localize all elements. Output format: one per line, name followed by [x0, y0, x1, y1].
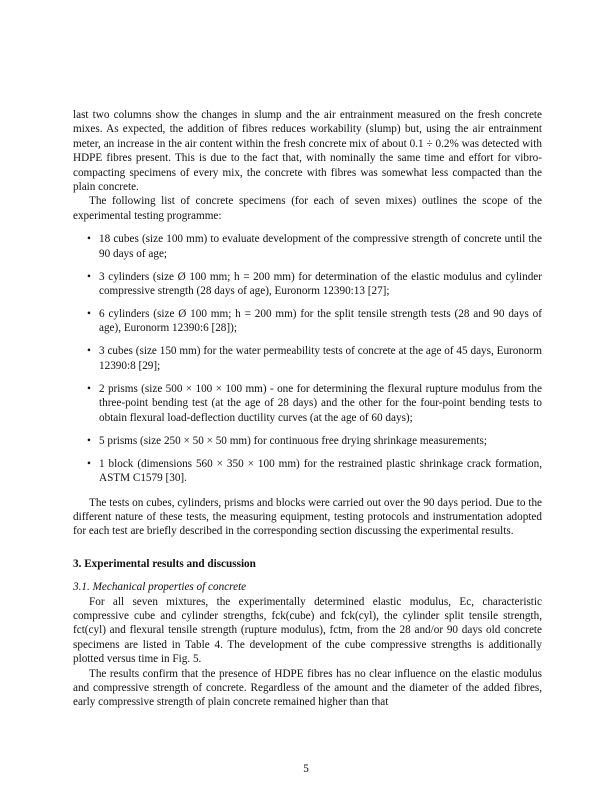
- list-item: • 3 cylinders (size Ø 100 mm; h = 200 mm) for determination of the elastic modulus and cylinder compressive strength (28 days of age), Euronorm 12390:13 [27];: [87, 270, 542, 298]
- bullet-icon: •: [87, 270, 91, 283]
- list-item: • 18 cubes (size 100 mm) to evaluate development of the compressive strength of concrete until the 90 days of age;: [87, 233, 542, 260]
- bullet-icon: •: [87, 308, 91, 321]
- closing-paragraph: The tests on cubes, cylinders, prisms and blocks were carried out over the 90 days period. Due to the different nature of these tests, the measuring equipment, testing protocols and instrumentation adopted for each test are briefly described in the corresponding section discussing the experimental results.: [73, 496, 542, 538]
- bullet-icon: •: [87, 382, 91, 395]
- results-paragraph-1: For all seven mixtures, the experimentally determined elastic modulus, Ec, characteristic compressive cube and cylinder strengths, fck(cube) and fck(cyl), the cylinder split tensile strength, fct(cyl) and flexural tensile strength (rupture modulus), fctm, from the 28 and/or 90 days old concrete specimens are listed in Table 4. The development of the cube compressive strengths is additionally plotted versus time in Fig. 5.: [73, 595, 542, 666]
- list-item: • 6 cylinders (size Ø 100 mm; h = 200 mm) for the split tensile strength tests (28 and 90 days of age), Euronorm 12390:6 [28]);: [87, 308, 542, 335]
- specimen-list: [73, 232, 542, 485]
- bullet-icon: •: [87, 345, 91, 358]
- bullet-icon: •: [87, 434, 91, 447]
- section-heading: 3. Experimental results and discussion: [73, 557, 256, 570]
- page-number: 5: [303, 763, 309, 775]
- intro-paragraph-2: The following list of concrete specimens (for each of seven mixes) outlines the scope of the experimental testing programme:: [73, 195, 542, 222]
- subsection-heading: 3.1. Mechanical properties of concrete: [73, 581, 247, 594]
- list-item: • 5 prisms (size 250 × 50 × 50 mm) for continuous free drying shrinkage measurements;: [87, 434, 487, 447]
- bullet-icon: •: [87, 457, 91, 470]
- list-item: • 3 cubes (size 150 mm) for the water permeability tests of concrete at the age of 45 days, Euronorm 12390:8 [29];: [87, 345, 542, 372]
- page-body: [73, 108, 542, 710]
- results-paragraph-2: The results confirm that the presence of HDPE fibres has no clear influence on the elastic modulus and compressive strength of concrete. Regardless of the amount and the diameter of the added fibres, early compressive strength of plain concrete remained higher than that: [73, 667, 542, 709]
- list-item: • 2 prisms (size 500 × 100 × 100 mm) - one for determining the flexural rupture modulus from the three-point bending test (at the age of 28 days) and the other for the four-point bending tests to obtain flexural load-deflection ductility curves (at the age of 60 days);: [87, 382, 542, 424]
- list-item: • 1 block (dimensions 560 × 350 × 100 mm) for the restrained plastic shrinkage crack formation, ASTM C1579 [30].: [87, 457, 542, 485]
- bullet-icon: •: [87, 233, 91, 246]
- intro-paragraph-1: last two columns show the changes in slump and the air entrainment measured on the fresh concrete mixes. As expected, the addition of fibres reduces workability (slump) but, using the air entrainment meter, an increase in the air content within the fresh concrete mix of about 0.1 ÷ 0.2% was detected with HDPE fibres present. This is due to the fact that, with nominally the same time and effort for vibro-compacting specimens of every mix, the concrete with fibres was somewhat less compacted than the plain concrete.: [73, 109, 542, 194]
